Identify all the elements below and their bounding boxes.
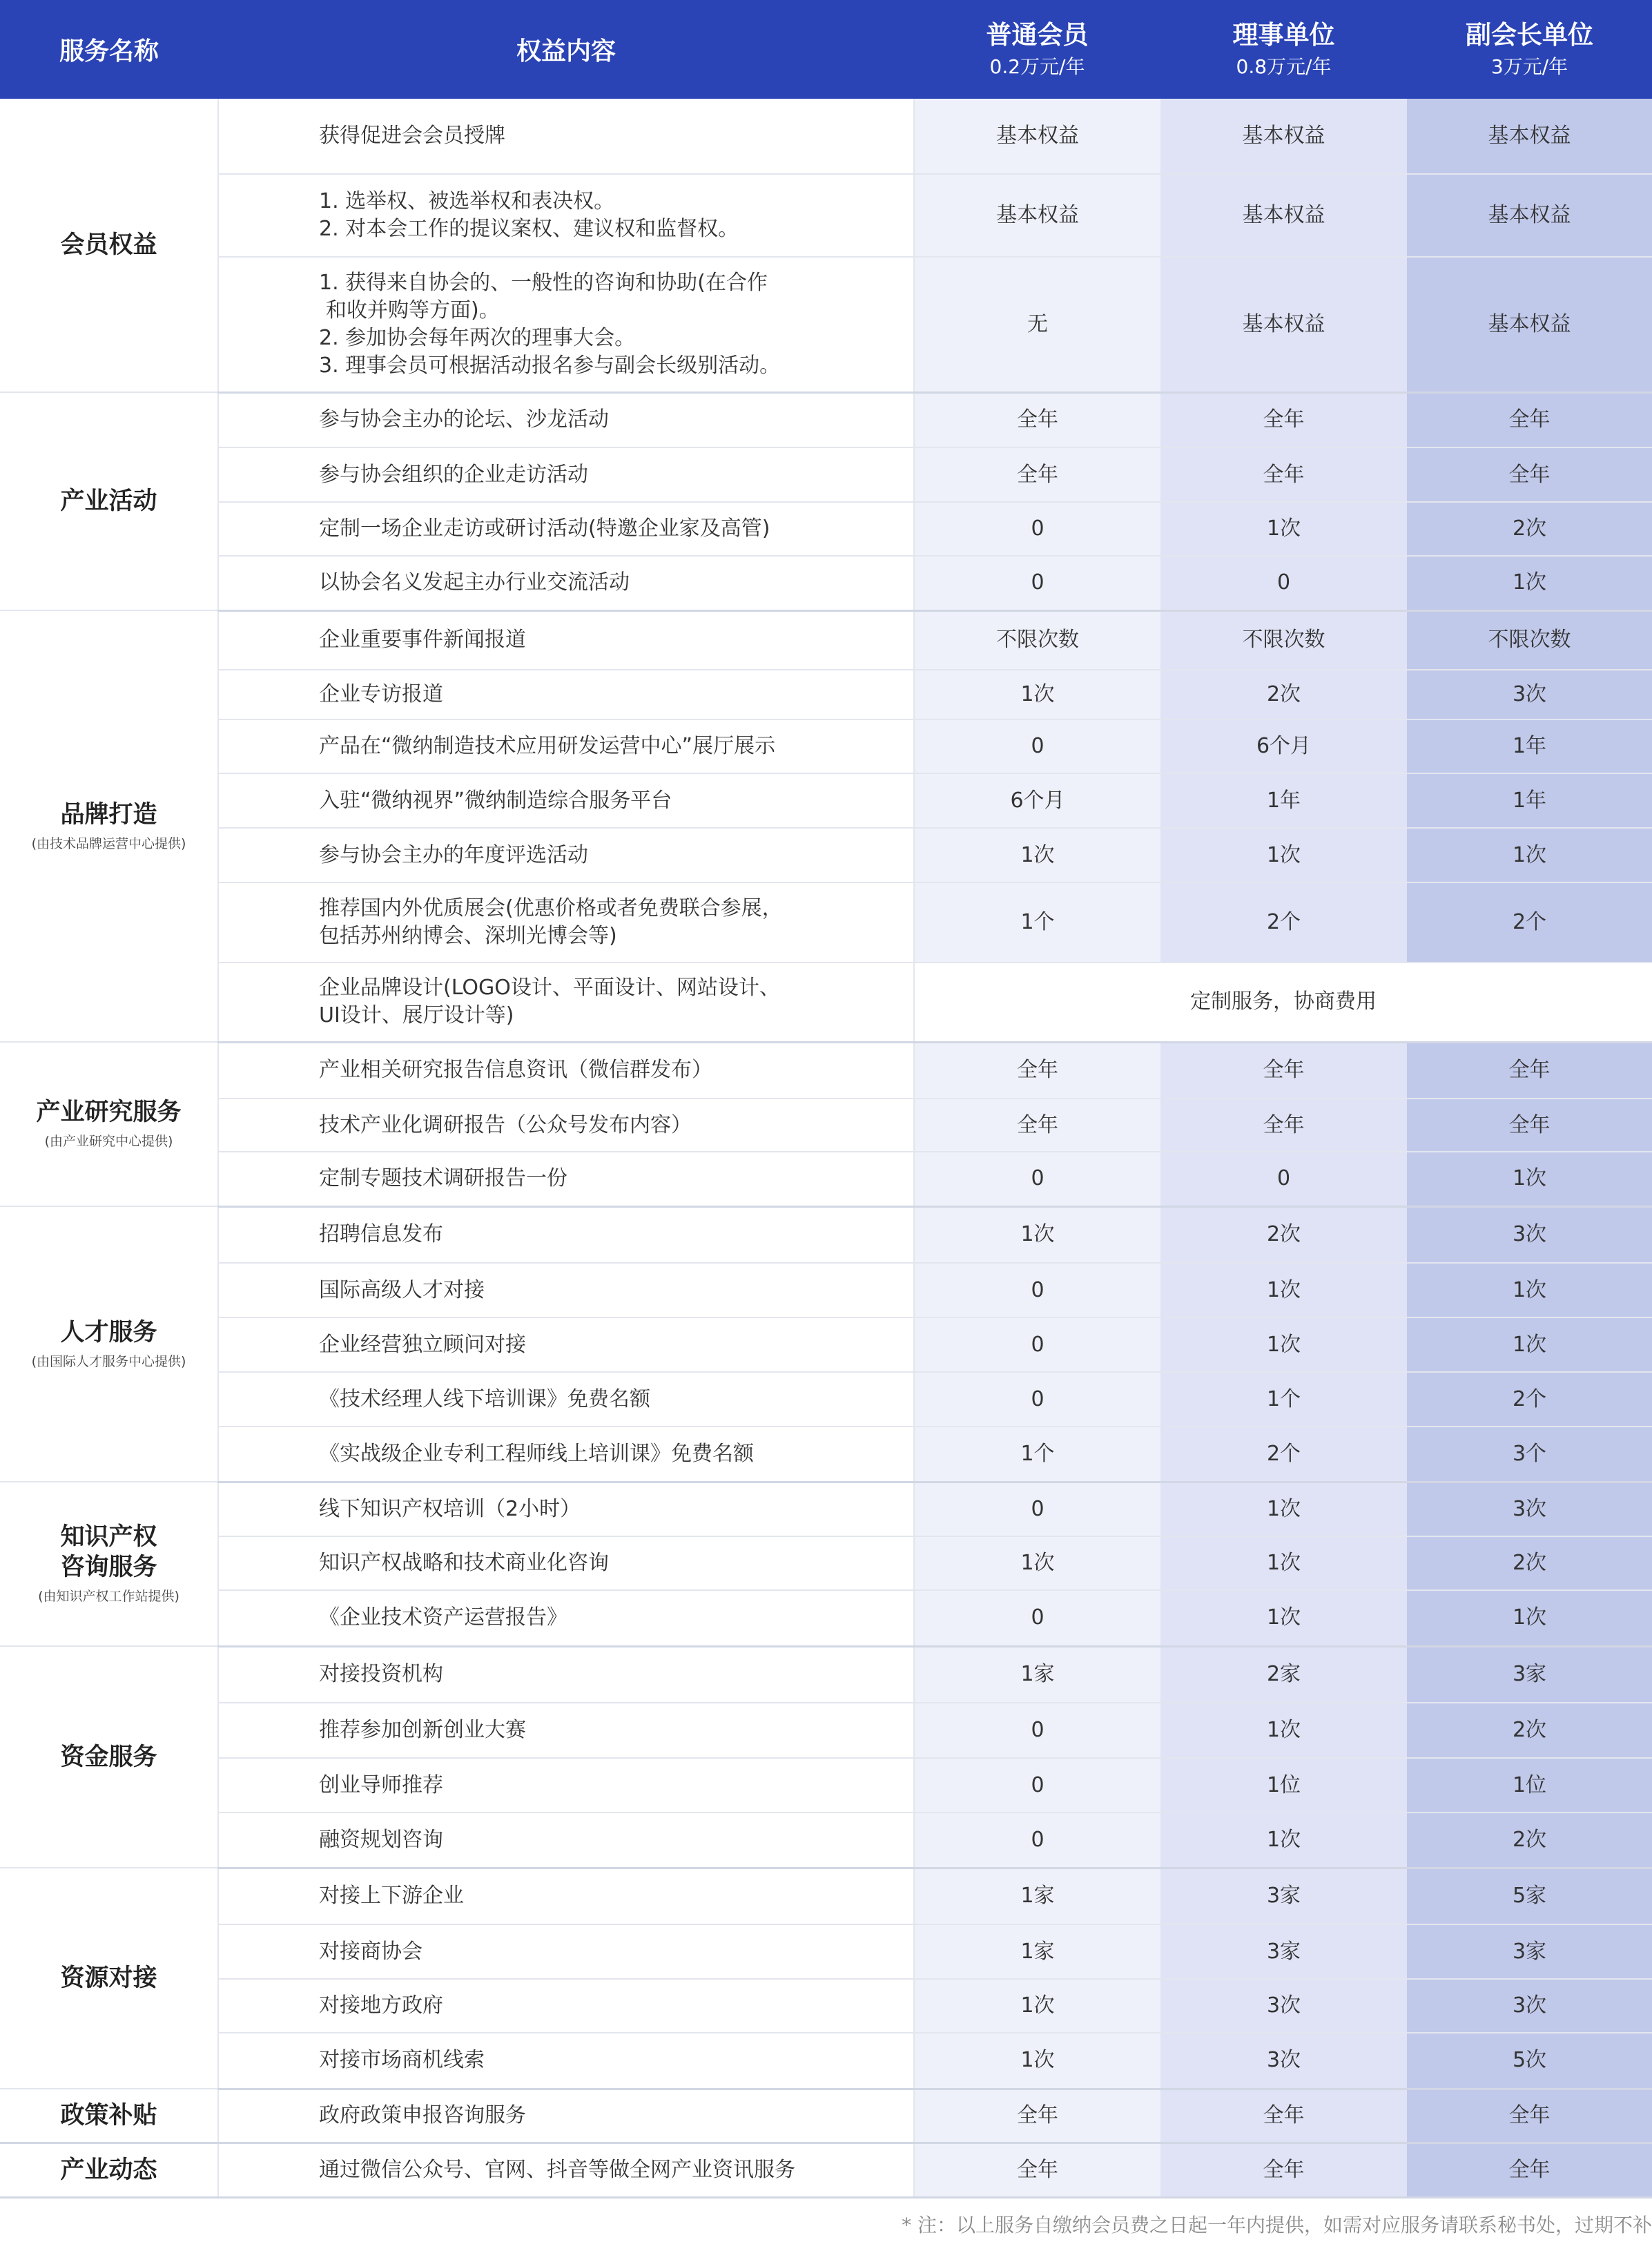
regular-member-value: 1次: [914, 2033, 1160, 2089]
vice-president-unit-value: 5次: [1407, 2033, 1652, 2089]
benefit-line: 定制一场企业走访或研讨活动(特邀企业家及高管): [319, 516, 770, 541]
regular-member-value: 1次: [914, 828, 1160, 882]
table-row: [0, 1152, 1652, 1206]
benefit-cell: [218, 882, 914, 963]
benefit-line: 线下知识产权培训（2小时）: [319, 1496, 581, 1521]
category-cell: [0, 1868, 218, 2089]
tier-name: 普通会员: [986, 19, 1089, 50]
tier-name: 理事单位: [1232, 19, 1335, 50]
table-row: [0, 2089, 1652, 2143]
table-row: [0, 1979, 1652, 2033]
director-unit-value: 1次: [1160, 1813, 1407, 1868]
regular-member-value: 1家: [914, 1646, 1160, 1703]
regular-member-value: 0: [914, 1813, 1160, 1868]
benefit-cell: [218, 1099, 914, 1152]
tier-header-vice-president-unit: [1407, 0, 1652, 99]
director-unit-value: 3家: [1160, 1868, 1407, 1924]
director-unit-value: 2个: [1160, 882, 1407, 963]
vice-president-unit-value: 2个: [1407, 1372, 1652, 1427]
regular-member-value: 0: [914, 1482, 1160, 1536]
regular-member-value: 全年: [914, 1042, 1160, 1099]
regular-member-value: 基本权益: [914, 174, 1160, 257]
regular-member-value: 1次: [914, 670, 1160, 719]
table-row: [0, 1536, 1652, 1590]
vice-president-unit-value: 2次: [1407, 1813, 1652, 1868]
category-name: 知识产权 咨询服务: [60, 1523, 157, 1581]
benefit-line: 入驻“微纳视界”微纳制造综合服务平台: [319, 788, 672, 813]
vice-president-unit-value: 全年: [1407, 447, 1652, 502]
benefit-cell: [218, 1263, 914, 1317]
table-row: [0, 1372, 1652, 1427]
director-unit-value: 基本权益: [1160, 257, 1407, 392]
director-unit-value: 6个月: [1160, 719, 1407, 773]
benefit-line: 对接地方政府: [319, 1993, 443, 2018]
tier-header-director-unit: [1160, 0, 1407, 99]
vice-president-unit-value: 全年: [1407, 2089, 1652, 2143]
benefit-cell: [218, 257, 914, 392]
benefit-content-header: 权益内容: [218, 0, 914, 99]
regular-member-value: 1次: [914, 1206, 1160, 1263]
vice-president-unit-value: 1次: [1407, 828, 1652, 882]
director-unit-value: 1次: [1160, 1536, 1407, 1590]
regular-member-value: 1家: [914, 1868, 1160, 1924]
director-unit-value: 1位: [1160, 1758, 1407, 1813]
benefit-line: 推荐国内外优质展会(优惠价格或者免费联合参展，: [319, 896, 783, 920]
table-row: [0, 963, 1652, 1042]
merged-value-cell: 定制服务，协商费用: [914, 963, 1652, 1042]
benefit-cell: [218, 719, 914, 773]
regular-member-value: 0: [914, 1758, 1160, 1813]
regular-member-value: 全年: [914, 2089, 1160, 2143]
vice-president-unit-value: 全年: [1407, 1042, 1652, 1099]
category-name: 品牌打造: [60, 800, 157, 829]
vice-president-unit-value: 5家: [1407, 1868, 1652, 1924]
benefit-line: 2. 对本会工作的提议案权、建议权和监督权。: [319, 217, 739, 241]
vice-president-unit-value: 3次: [1407, 1206, 1652, 1263]
benefit-cell: [218, 447, 914, 502]
table-row: [0, 1482, 1652, 1536]
tier-name: 副会长单位: [1466, 19, 1593, 50]
category-cell: [0, 1646, 218, 1868]
director-unit-value: 全年: [1160, 1042, 1407, 1099]
director-unit-value: 3次: [1160, 1979, 1407, 2033]
vice-president-unit-value: 1次: [1407, 1590, 1652, 1646]
benefit-line: 包括苏州纳博会、深圳光博会等): [319, 924, 617, 948]
vice-president-unit-value: 基本权益: [1407, 174, 1652, 257]
benefit-line: 政府政策申报咨询服务: [319, 2103, 526, 2127]
vice-president-unit-value: 2次: [1407, 502, 1652, 556]
category-name: 会员权益: [60, 231, 157, 259]
director-unit-value: 基本权益: [1160, 99, 1407, 174]
director-unit-value: 2家: [1160, 1646, 1407, 1703]
vice-president-unit-value: 1次: [1407, 1317, 1652, 1372]
table-row: [0, 392, 1652, 447]
table-row: [0, 447, 1652, 502]
regular-member-value: 1次: [914, 1536, 1160, 1590]
tier-price: 3万元/年: [1490, 55, 1568, 78]
benefit-line: 1. 获得来自协会的、一般性的咨询和协助(在合作: [319, 270, 768, 295]
benefit-line: UI设计、展厅设计等): [319, 1003, 514, 1028]
table-row: [0, 1317, 1652, 1372]
category-cell: [0, 392, 218, 610]
regular-member-value: 1次: [914, 1979, 1160, 2033]
category-name: 政策补贴: [60, 2101, 157, 2129]
director-unit-value: 基本权益: [1160, 174, 1407, 257]
table-body: [0, 99, 1652, 2197]
table-row: [0, 828, 1652, 882]
director-unit-value: 1次: [1160, 1590, 1407, 1646]
vice-president-unit-value: 基本权益: [1407, 99, 1652, 174]
director-unit-value: 1年: [1160, 773, 1407, 828]
benefit-line: 技术产业化调研报告（公众号发布内容）: [319, 1112, 692, 1137]
table-row: [0, 1924, 1652, 1979]
benefit-cell: [218, 502, 914, 556]
benefit-line: 企业品牌设计(LOGO设计、平面设计、网站设计、: [319, 976, 780, 1001]
regular-member-value: 0: [914, 719, 1160, 773]
category-name: 产业活动: [60, 487, 157, 515]
vice-president-unit-value: 3次: [1407, 1979, 1652, 2033]
benefit-line: 2. 参加协会每年两次的理事大会。: [319, 325, 636, 350]
table-row: [0, 1646, 1652, 1703]
benefit-cell: [218, 392, 914, 447]
vice-president-unit-value: 1年: [1407, 719, 1652, 773]
regular-member-value: 全年: [914, 392, 1160, 447]
director-unit-value: 0: [1160, 556, 1407, 610]
benefit-line: 通过微信公众号、官网、抖音等做全网产业资讯服务: [319, 2157, 795, 2182]
vice-president-unit-value: 基本权益: [1407, 257, 1652, 392]
table-row: [0, 502, 1652, 556]
vice-president-unit-value: 不限次数: [1407, 610, 1652, 670]
director-unit-value: 2次: [1160, 670, 1407, 719]
vice-president-unit-value: 3个: [1407, 1427, 1652, 1482]
regular-member-value: 0: [914, 1590, 1160, 1646]
benefit-cell: [218, 1758, 914, 1813]
vice-president-unit-value: 2个: [1407, 882, 1652, 963]
tier-price: 0.2万元/年: [989, 55, 1085, 78]
benefit-cell: [218, 1372, 914, 1427]
header-row: [0, 0, 1652, 99]
benefit-cell: [218, 556, 914, 610]
benefit-cell: [218, 2143, 914, 2197]
benefit-line: 参与协会组织的企业走访活动: [319, 462, 588, 487]
table-row: [0, 670, 1652, 719]
regular-member-value: 0: [914, 1372, 1160, 1427]
director-unit-value: 全年: [1160, 2143, 1407, 2197]
vice-president-unit-value: 全年: [1407, 392, 1652, 447]
benefit-line: 企业专访报道: [319, 682, 443, 706]
benefit-line: 定制专题技术调研报告一份: [319, 1166, 567, 1191]
regular-member-value: 0: [914, 1263, 1160, 1317]
table-row: [0, 610, 1652, 670]
category-provider-note: (由产业研究中心提供): [44, 1134, 173, 1149]
vice-president-unit-value: 1次: [1407, 556, 1652, 610]
director-unit-value: 2个: [1160, 1427, 1407, 1482]
table-row: [0, 1703, 1652, 1758]
table-row: [0, 882, 1652, 963]
benefit-cell: [218, 828, 914, 882]
benefit-line: 对接市场商机线索: [319, 2048, 485, 2073]
benefit-line: 获得促进会会员授牌: [319, 124, 505, 148]
director-unit-value: 3家: [1160, 1924, 1407, 1979]
vice-president-unit-value: 2次: [1407, 1703, 1652, 1758]
vice-president-unit-value: 全年: [1407, 2143, 1652, 2197]
benefit-cell: [218, 1813, 914, 1868]
regular-member-value: 1个: [914, 1427, 1160, 1482]
benefit-line: 对接上下游企业: [319, 1884, 464, 1908]
director-unit-value: 1次: [1160, 502, 1407, 556]
benefit-cell: [218, 773, 914, 828]
benefit-cell: [218, 1703, 914, 1758]
regular-member-value: 无: [914, 257, 1160, 392]
regular-member-value: 0: [914, 502, 1160, 556]
director-unit-value: 1次: [1160, 1703, 1407, 1758]
vice-president-unit-value: 3家: [1407, 1924, 1652, 1979]
category-provider-note: (由知识产权工作站提供): [38, 1589, 179, 1604]
benefit-line: 和收并购等方面)。: [326, 298, 500, 322]
category-provider-note: (由技术品牌运营中心提供): [31, 835, 186, 851]
benefit-line: 融资规划咨询: [319, 1827, 443, 1852]
category-cell: [0, 2089, 218, 2143]
benefit-line: 国际高级人才对接: [319, 1277, 485, 1302]
benefit-cell: [218, 963, 914, 1042]
category-cell: [0, 1206, 218, 1482]
regular-member-value: 全年: [914, 2143, 1160, 2197]
table-row: [0, 1263, 1652, 1317]
benefit-line: 参与协会主办的年度评选活动: [319, 842, 588, 867]
director-unit-value: 全年: [1160, 1099, 1407, 1152]
footnote: * 注：以上服务自缴纳会员费之日起一年内提供，如需对应服务请联系秘书处，过期不补: [902, 2214, 1652, 2236]
benefit-line: 企业重要事件新闻报道: [319, 628, 526, 653]
table-row: [0, 1813, 1652, 1868]
vice-president-unit-value: 2次: [1407, 1536, 1652, 1590]
benefit-cell: [218, 1924, 914, 1979]
regular-member-value: 全年: [914, 1099, 1160, 1152]
benefit-cell: [218, 1042, 914, 1099]
vice-president-unit-value: 3次: [1407, 670, 1652, 719]
regular-member-value: 1个: [914, 882, 1160, 963]
benefit-line: 以协会名义发起主办行业交流活动: [319, 570, 630, 595]
table-row: [0, 1099, 1652, 1152]
benefit-cell: [218, 1482, 914, 1536]
benefit-cell: [218, 670, 914, 719]
director-unit-value: 2次: [1160, 1206, 1407, 1263]
director-unit-value: 不限次数: [1160, 610, 1407, 670]
benefit-cell: [218, 1979, 914, 2033]
regular-member-value: 0: [914, 1152, 1160, 1206]
category-name: 资源对接: [60, 1964, 157, 1992]
regular-member-value: 0: [914, 1317, 1160, 1372]
vice-president-unit-value: 全年: [1407, 1099, 1652, 1152]
category-cell: [0, 610, 218, 1042]
table-row: [0, 719, 1652, 773]
vice-president-unit-value: 3次: [1407, 1482, 1652, 1536]
table-row: [0, 2143, 1652, 2197]
benefit-cell: [218, 1868, 914, 1924]
category-cell: [0, 1482, 218, 1646]
benefit-cell: [218, 2089, 914, 2143]
category-cell: [0, 2143, 218, 2197]
benefit-line: 《企业技术资产运营报告》: [319, 1605, 567, 1630]
benefit-line: 企业经营独立顾问对接: [319, 1332, 526, 1357]
category-name: 产业动态: [60, 2156, 157, 2184]
benefit-line: 产品在“微纳制造技术应用研发运营中心”展厅展示: [319, 734, 776, 758]
benefit-cell: [218, 1646, 914, 1703]
table-header: [0, 0, 1652, 99]
regular-member-value: 基本权益: [914, 99, 1160, 174]
benefit-line: 3. 理事会员可根据活动报名参与副会长级别活动。: [319, 353, 781, 378]
tier-price: 0.8万元/年: [1236, 55, 1332, 78]
benefit-line: 产业相关研究报告信息资讯（微信群发布）: [319, 1058, 712, 1083]
category-name: 产业研究服务: [36, 1099, 182, 1126]
benefit-line: 1. 选举权、被选举权和表决权。: [319, 189, 615, 213]
vice-president-unit-value: 1次: [1407, 1152, 1652, 1206]
benefit-line: 招聘信息发布: [319, 1222, 443, 1247]
vice-president-unit-value: 3家: [1407, 1646, 1652, 1703]
vice-president-unit-value: 1年: [1407, 773, 1652, 828]
benefit-cell: [218, 1427, 914, 1482]
regular-member-value: 0: [914, 1703, 1160, 1758]
vice-president-unit-value: 1次: [1407, 1263, 1652, 1317]
table-row: [0, 2033, 1652, 2089]
regular-member-value: 6个月: [914, 773, 1160, 828]
table-row: [0, 1758, 1652, 1813]
category-cell: [0, 99, 218, 392]
table-row: [0, 1868, 1652, 1924]
table-row: [0, 556, 1652, 610]
category-cell: [0, 1042, 218, 1206]
regular-member-value: 全年: [914, 447, 1160, 502]
benefit-line: 知识产权战略和技术商业化咨询: [319, 1551, 609, 1575]
director-unit-value: 全年: [1160, 392, 1407, 447]
director-unit-value: 1次: [1160, 1317, 1407, 1372]
benefit-line: 对接商协会: [319, 1939, 422, 1964]
director-unit-value: 全年: [1160, 447, 1407, 502]
benefit-cell: [218, 1590, 914, 1646]
benefit-line: 创业导师推荐: [319, 1772, 443, 1797]
benefit-cell: [218, 610, 914, 670]
regular-member-value: 0: [914, 556, 1160, 610]
director-unit-value: 0: [1160, 1152, 1407, 1206]
regular-member-value: 1家: [914, 1924, 1160, 1979]
table-row: [0, 174, 1652, 257]
table-row: [0, 1042, 1652, 1099]
regular-member-value: 不限次数: [914, 610, 1160, 670]
benefit-cell: [218, 1536, 914, 1590]
benefit-line: 对接投资机构: [319, 1662, 443, 1687]
director-unit-value: 1个: [1160, 1372, 1407, 1427]
table-row: [0, 99, 1652, 174]
table-row: [0, 1427, 1652, 1482]
table-row: [0, 257, 1652, 392]
benefit-line: 《实战级企业专利工程师线上培训课》免费名额: [319, 1441, 754, 1466]
vice-president-unit-value: 1位: [1407, 1758, 1652, 1813]
benefit-line: 《技术经理人线下培训课》免费名额: [319, 1386, 650, 1411]
director-unit-value: 1次: [1160, 1263, 1407, 1317]
category-name: 资金服务: [60, 1743, 157, 1771]
category-provider-note: (由国际人才服务中心提供): [31, 1353, 186, 1369]
director-unit-value: 3次: [1160, 2033, 1407, 2089]
director-unit-value: 全年: [1160, 2089, 1407, 2143]
benefit-cell: [218, 99, 914, 174]
director-unit-value: 1次: [1160, 1482, 1407, 1536]
benefit-cell: [218, 2033, 914, 2089]
table-row: [0, 1590, 1652, 1646]
benefit-cell: [218, 1317, 914, 1372]
table-row: [0, 1206, 1652, 1263]
director-unit-value: 1次: [1160, 828, 1407, 882]
table-row: [0, 773, 1652, 828]
benefit-line: 推荐参加创新创业大赛: [319, 1718, 526, 1742]
category-name: 人才服务: [60, 1318, 157, 1346]
benefit-cell: [218, 174, 914, 257]
benefit-cell: [218, 1152, 914, 1206]
benefit-cell: [218, 1206, 914, 1263]
service-name-header: 服务名称: [0, 0, 218, 99]
tier-header-regular-member: [914, 0, 1160, 99]
benefit-line: 参与协会主办的论坛、沙龙活动: [319, 407, 609, 432]
